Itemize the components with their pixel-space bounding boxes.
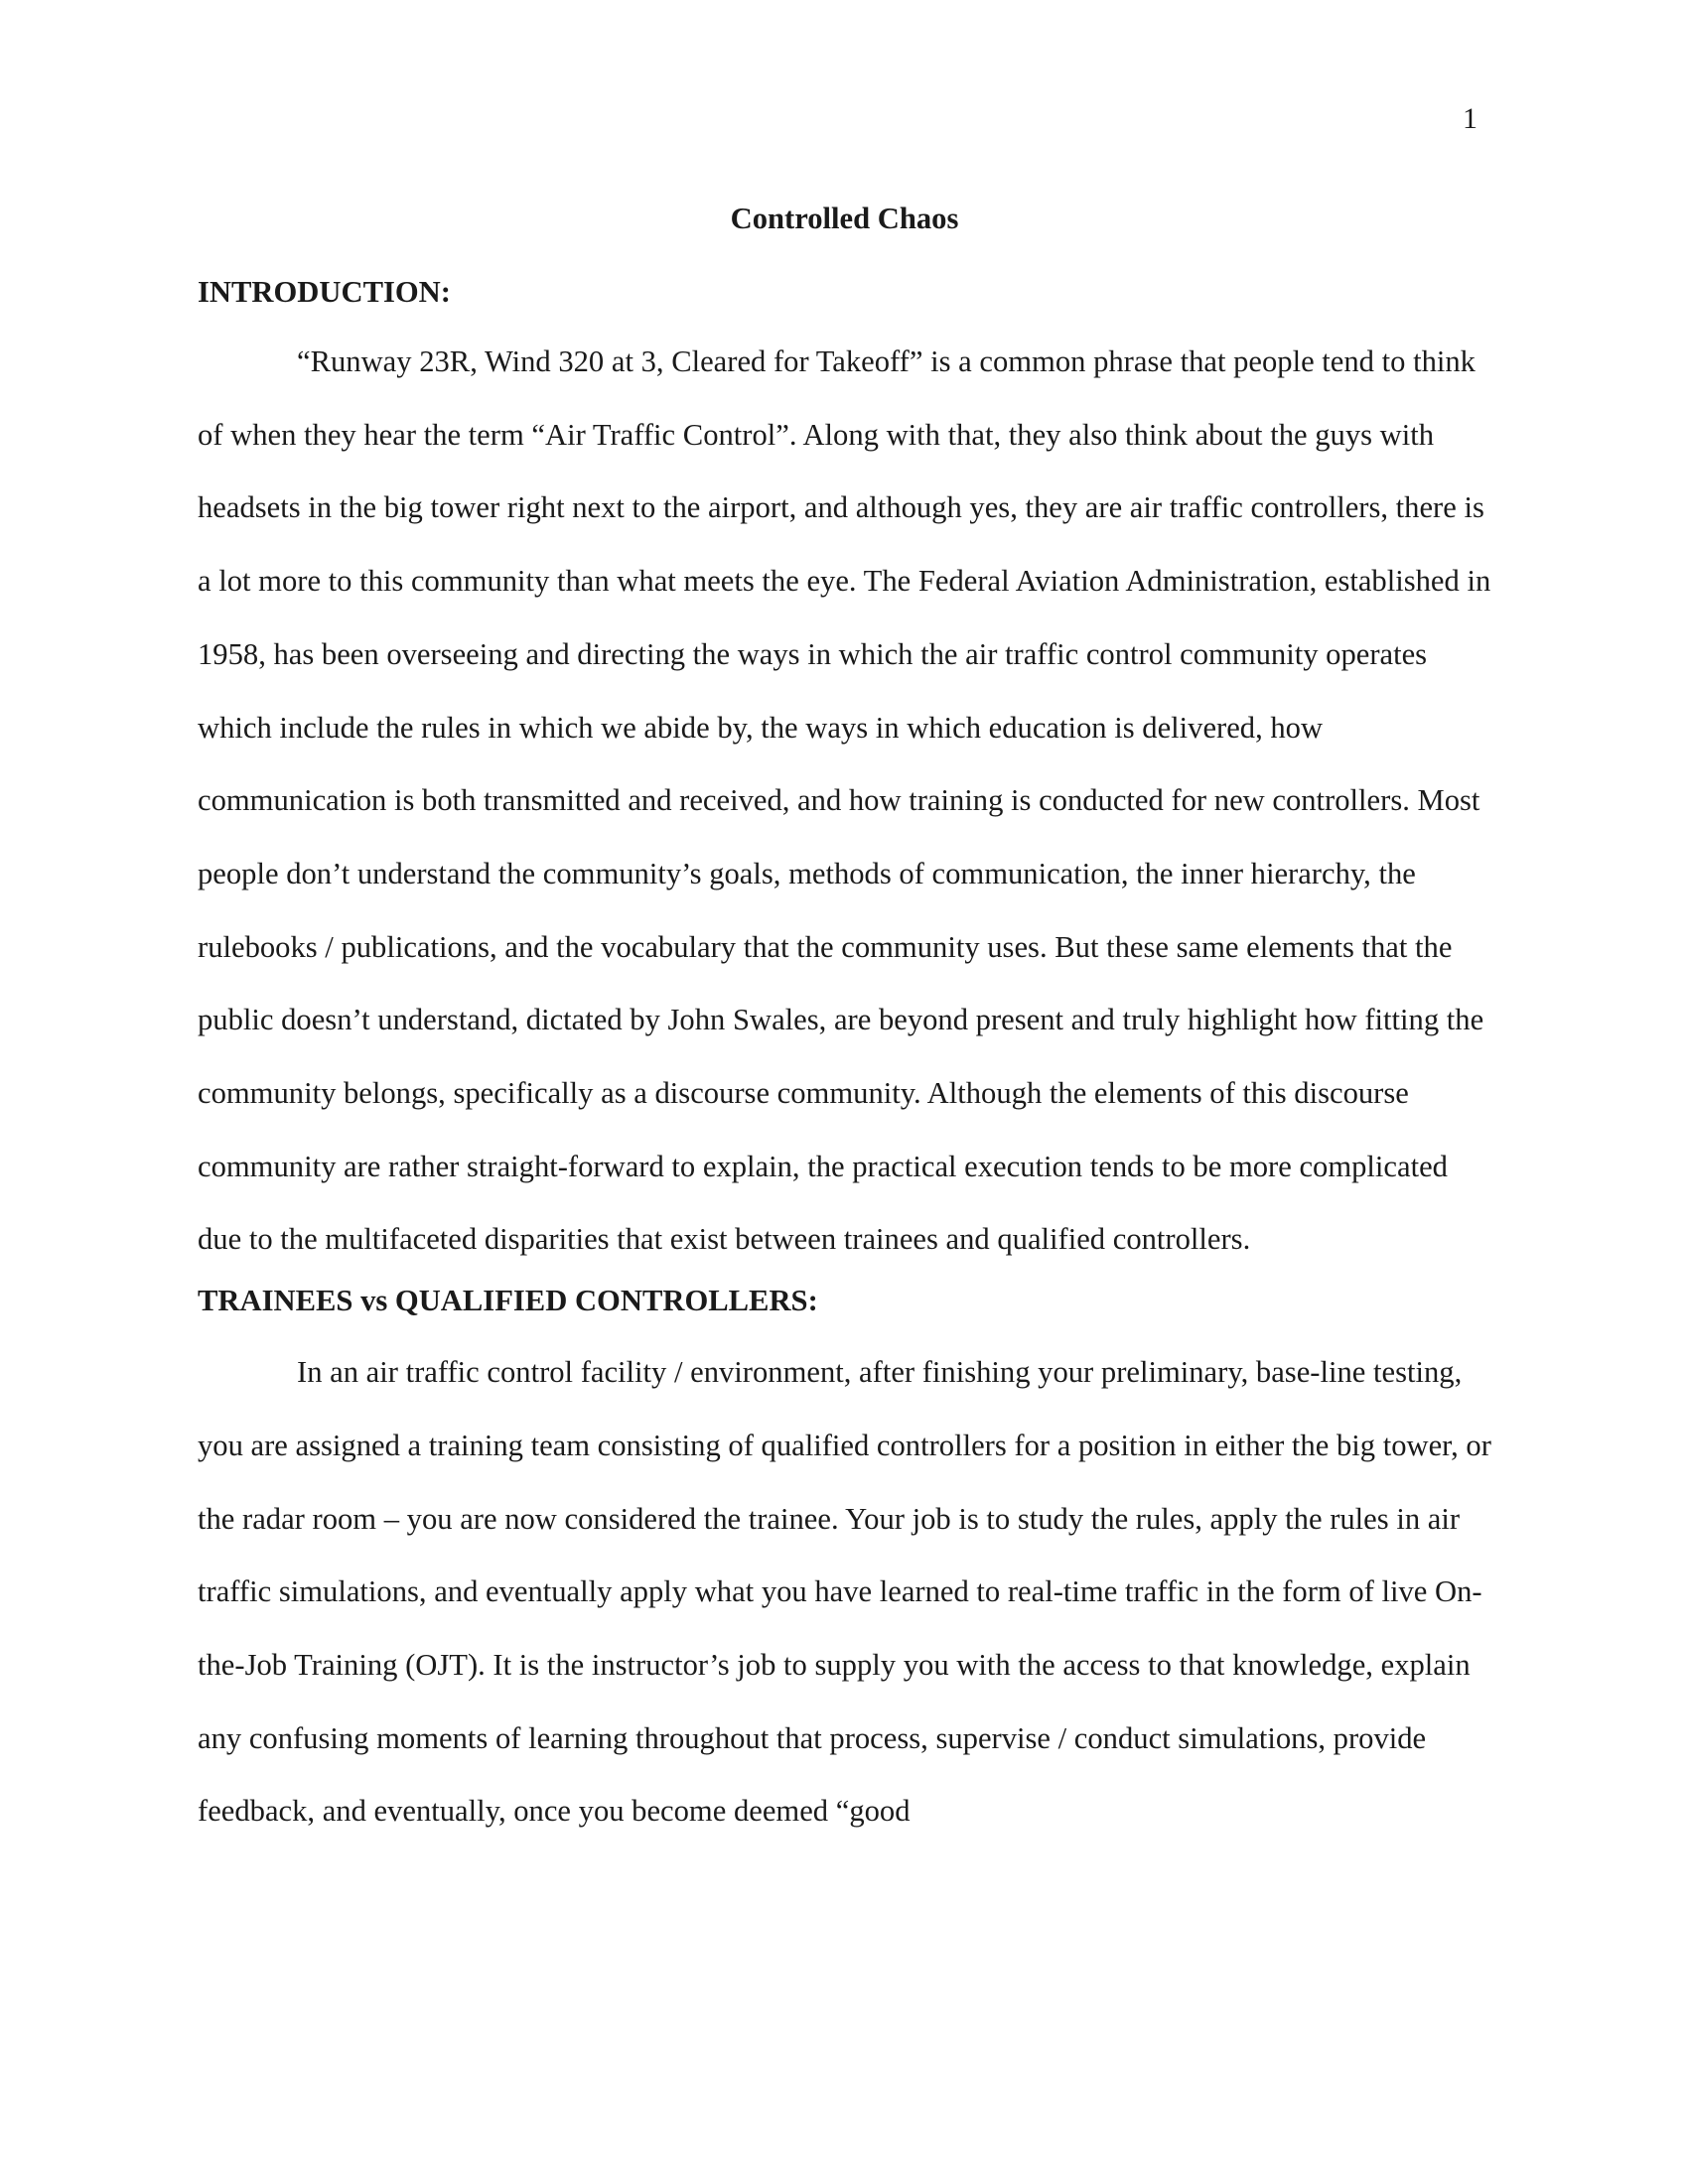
trainees-paragraph: In an air traffic control facility / environment, after finishing your preliminary, base-line testing, you are assigned a training team consisting of qualified controllers for a position in either the big tower, or the radar room – you are now considered the trainee. Your job is to study the rules, apply the rules in air traffic simulations, and eventually apply what you have learned to real-time traffic in the form of live On-the-Job Training (OJT). It is the instructor’s job to supply you with the access to that knowledge, explain any confusing moments of learning throughout that process, supervise / conduct simulations, provide feedback, and eventually, once you become deemed “good [198, 1355, 1491, 1829]
section-heading-introduction: INTRODUCTION: [198, 275, 451, 309]
document-body [198, 199, 1491, 1848]
introduction-paragraph: “Runway 23R, Wind 320 at 3, Cleared for Takeoff” is a common phrase that people tend to think of when they hear the term “Air Traffic Control”. Along with that, they also think about the guys with headsets in the big tower right next to the airport, and although yes, they are air traffic controllers, there is a lot more to this community than what meets the eye. The Federal Aviation Administration, established in 1958, has been overseeing and directing the ways in which the air traffic control community operates which include the rules in which we abide by, the ways in which education is delivered, how communication is both transmitted and received, and how training is conducted for new controllers. Most people don’t understand the community’s goals, methods of communication, the inner hierarchy, the rulebooks / publications, and the vocabulary that the community uses. But these same elements that the public doesn’t understand, dictated by John Swales, are beyond present and truly highlight how fitting the community belongs, specifically as a discourse community. Although the elements of this discourse community are rather straight-forward to explain, the practical execution tends to be more complicated due to the multifaceted disparities that exist between trainees and qualified controllers. [198, 344, 1491, 1257]
page-number: 1 [1463, 102, 1477, 135]
document-title: Controlled Chaos [730, 202, 959, 235]
section-heading-trainees: TRAINEES vs QUALIFIED CONTROLLERS: [198, 1284, 818, 1318]
